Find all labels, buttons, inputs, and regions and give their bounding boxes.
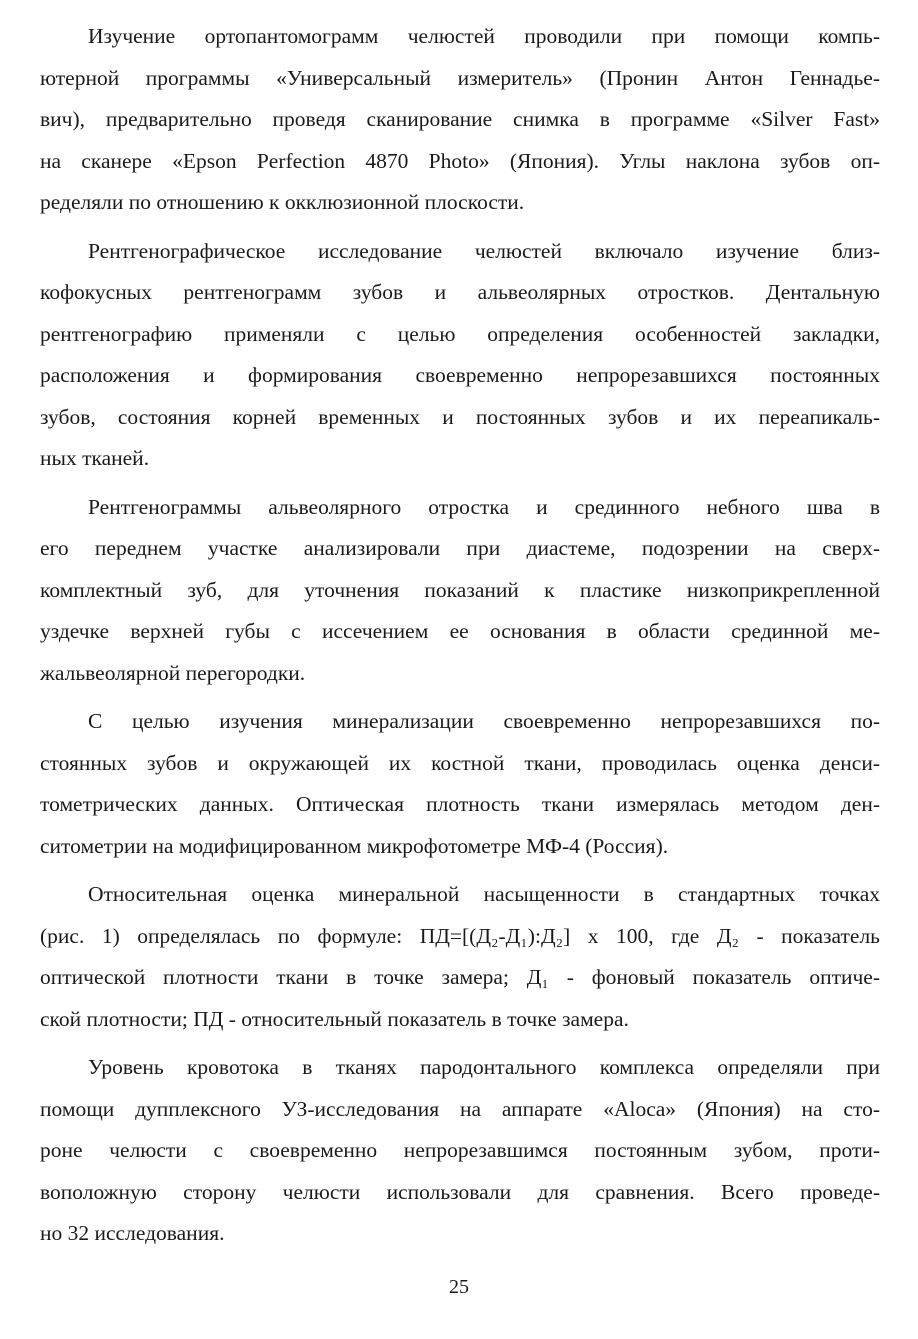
text-line: ределяли по отношению к окклюзионной плоскости.: [40, 190, 525, 214]
text-line: роне челюсти с своевременно непрорезавшимся постоянным зубом, проти-: [40, 1138, 880, 1162]
text-line: Изучение ортопантомограмм челюстей проводили при помощи компь-: [88, 24, 880, 48]
paragraph-3: [40, 487, 880, 695]
text-line: стоянных зубов и окружающей их костной ткани, проводилась оценка денси-: [40, 750, 880, 775]
text-line: Уровень кровотока в тканях пародонтального комплекса определяли при: [88, 1055, 880, 1079]
text-line: уздечке верхней губы с иссечением ее основания в области срединной ме-: [40, 619, 880, 643]
text-line: расположения и формирования своевременно непрорезавшихся постоянных: [40, 363, 880, 387]
text-line: Рентгенографическое исследование челюстей включало изучение близ-: [88, 238, 880, 263]
text-line: но 32 исследования.: [40, 1221, 225, 1245]
text-line: тометрических данных. Оптическая плотность ткани измерялась методом ден-: [40, 792, 880, 816]
text-line: (рис. 1) определялась по формуле: ПД=[(Д₂-Д₁):Д₂] x 100, где Д₂ - показатель: [40, 923, 880, 948]
text-line: жальвеолярной перегородки.: [40, 660, 306, 685]
text-line: зубов, состояния корней временных и постоянных зубов и их переапикаль-: [40, 404, 880, 429]
text-line: комплектный зуб, для уточнения показаний к пластике низкоприкрепленной: [40, 577, 880, 602]
text-line: С целью изучения минерализации своевременно непрорезавшихся по-: [88, 709, 880, 733]
paragraph-6: [40, 1047, 880, 1255]
text-line: ситометрии на модифицированном микрофотометре МФ-4 (Россия).: [40, 833, 669, 858]
body-text: [40, 16, 880, 1262]
text-line: его переднем участке анализировали при диастеме, подозрении на сверх-: [40, 536, 880, 560]
paragraph-1: [40, 16, 880, 224]
text-line: кофокусных рентгенограмм зубов и альвеолярных отростков. Дентальную: [40, 280, 880, 304]
text-line: помощи дупплексного УЗ-исследования на аппарате «Aloca» (Япония) на сто-: [40, 1096, 880, 1121]
text-line: Рентгенограммы альвеолярного отростка и срединного небного шва в: [88, 494, 880, 519]
page-number: 25: [449, 1276, 469, 1298]
text-line: вич), предварительно проведя сканирование снимка в программе «Silver Fast»: [40, 107, 880, 131]
text-line: Относительная оценка минеральной насыщенности в стандартных точках: [88, 882, 880, 906]
text-line: оптической плотности ткани в точке замера; Д₁ - фоновый показатель оптиче-: [40, 965, 880, 989]
text-line: воположную сторону челюсти использовали для сравнения. Всего проведе-: [40, 1179, 880, 1204]
text-line: ской плотности; ПД - относительный показатель в точке замера.: [40, 1006, 629, 1031]
text-line: на сканере «Epson Perfection 4870 Photo» (Япония). Углы наклона зубов оп-: [40, 148, 880, 173]
paragraph-5: [40, 874, 880, 1040]
text-line: ютерной программы «Универсальный измеритель» (Пронин Антон Геннадье-: [40, 65, 880, 90]
text-line: ных тканей.: [40, 446, 150, 470]
paragraph-2: [40, 231, 880, 480]
paragraph-4: [40, 701, 880, 867]
text-line: рентгенографию применяли с целью определения особенностей закладки,: [40, 321, 880, 346]
